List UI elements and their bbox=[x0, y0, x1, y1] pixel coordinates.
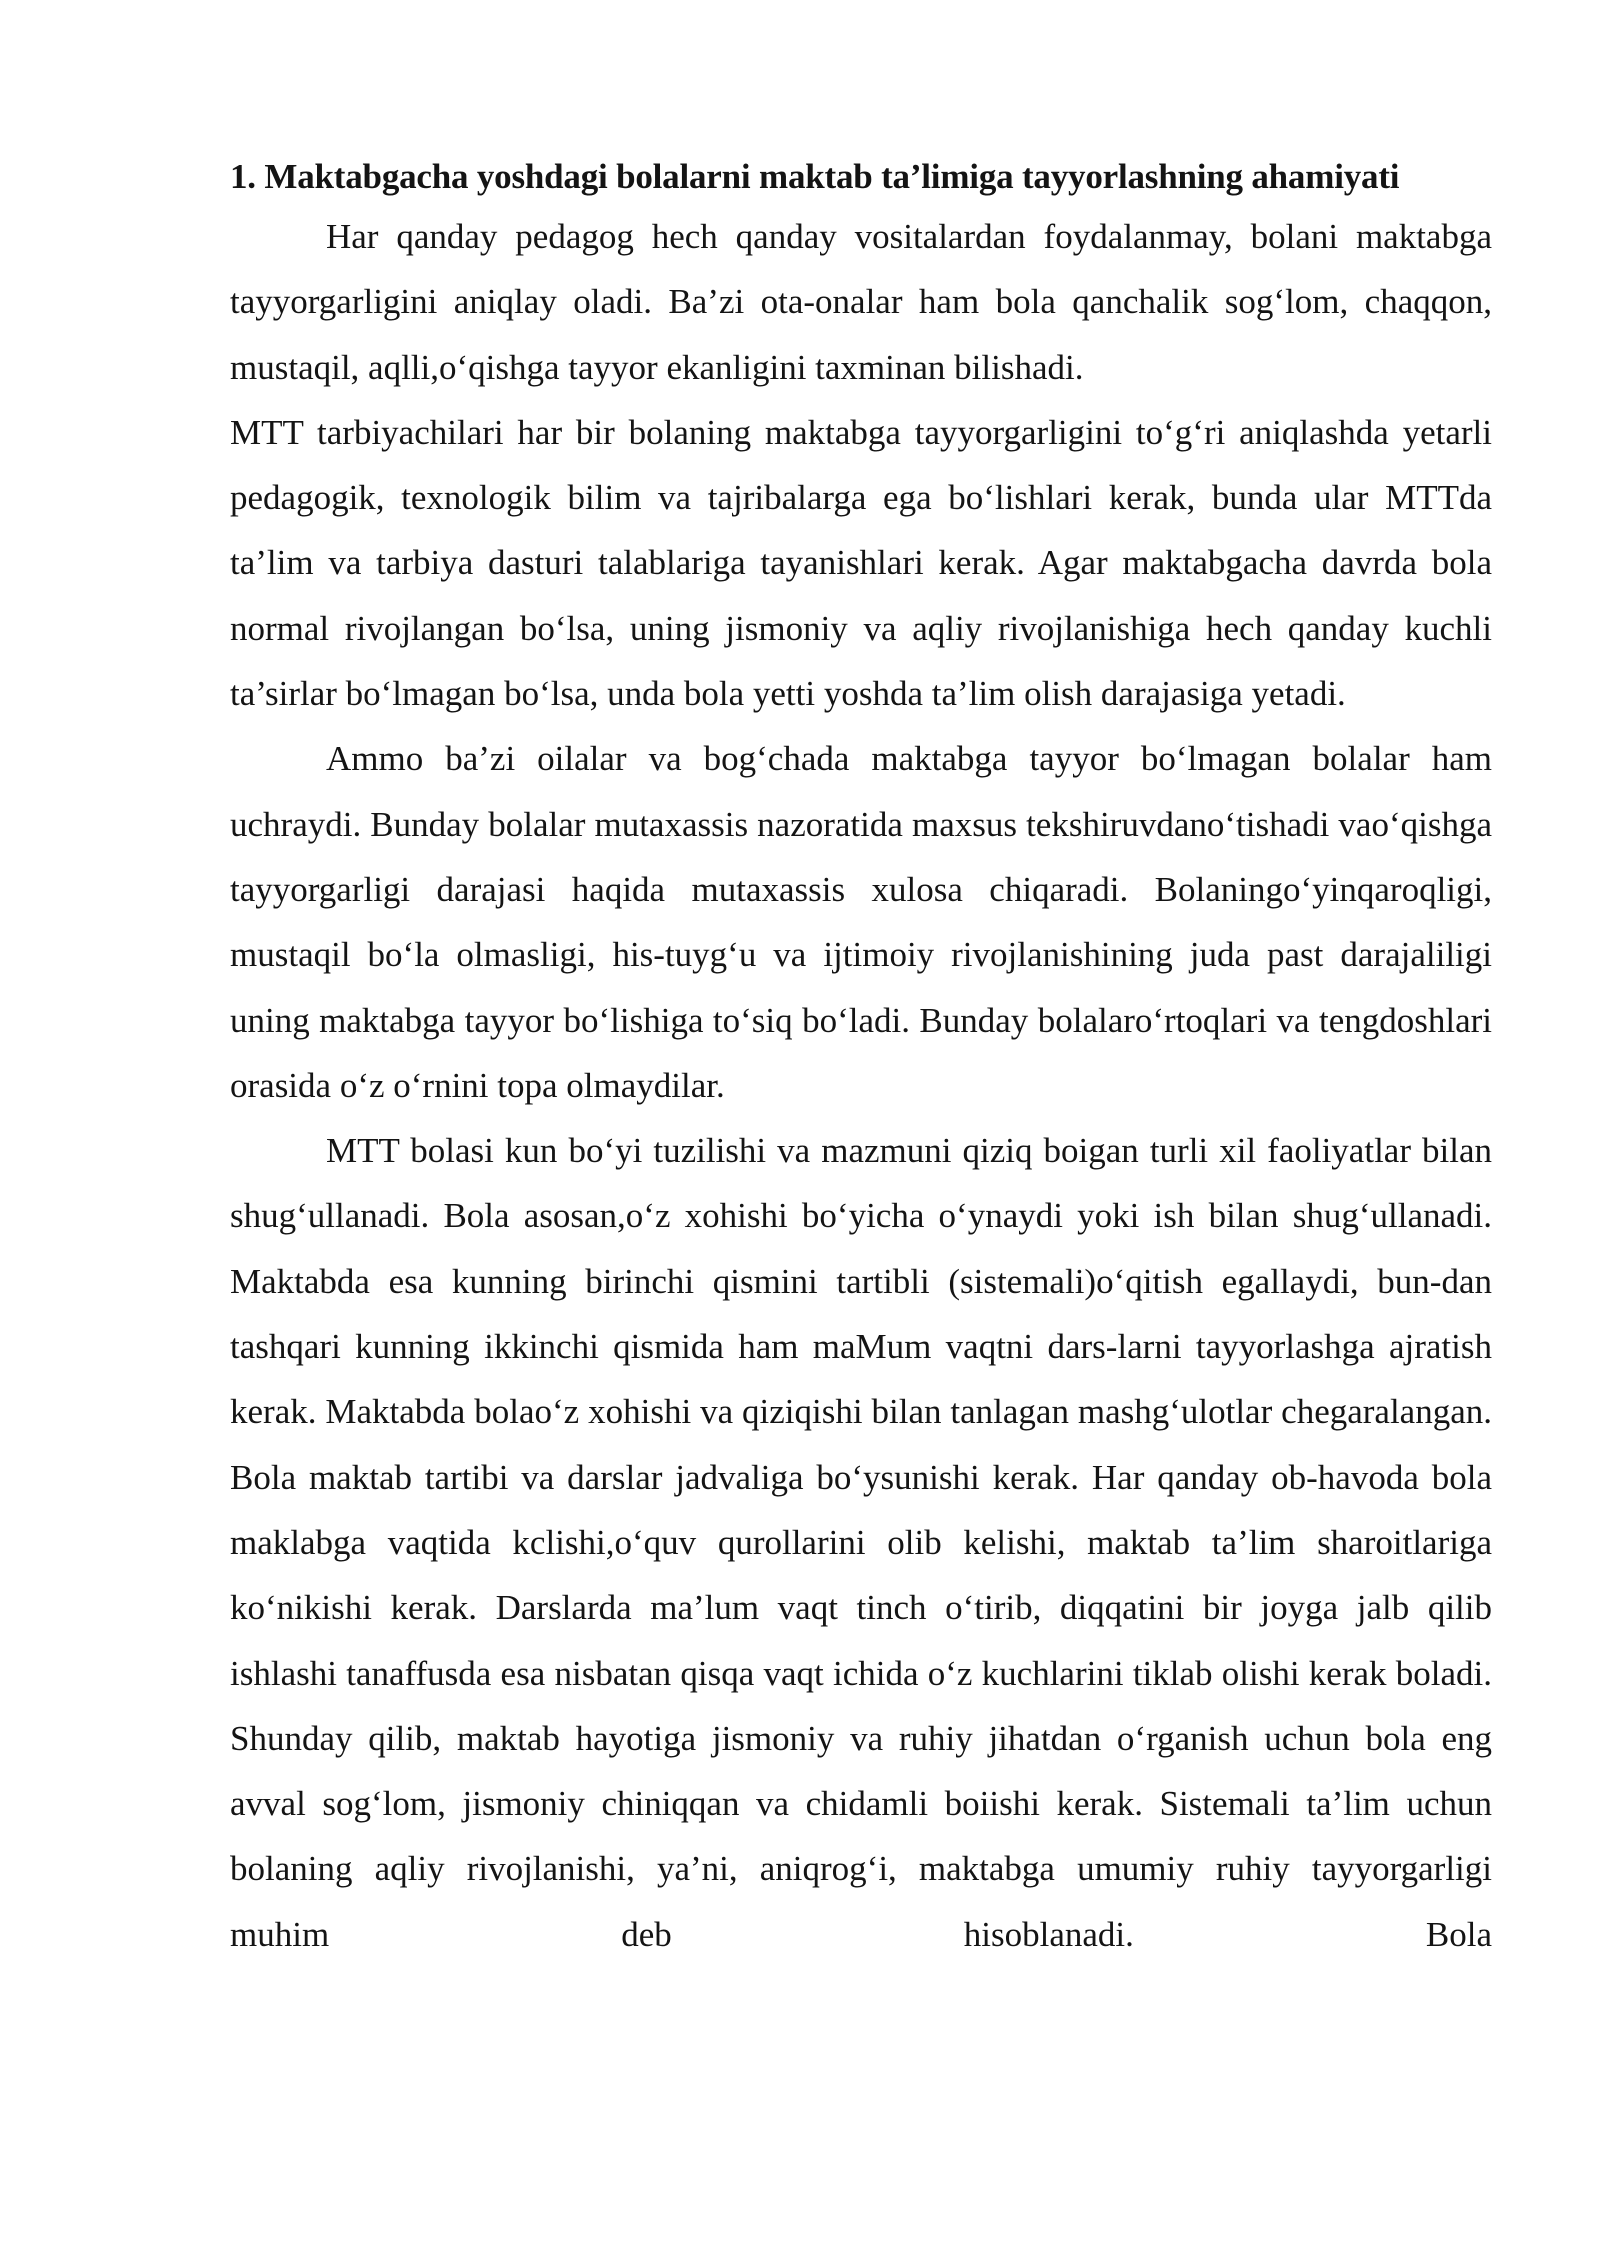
paragraph-3: Ammo ba’zi oilalar va bog‘chada maktabga tayyor bo‘lmagan bolalar ham uchraydi. Bunday bolalar mutaxassis nazoratida maxsus tekshiruvdano‘tishadi vao‘qishga tayyorgarligi darajasi haqida mutaxassis xulosa chiqaradi. Bolaningo‘yinqaroqligi, mustaqil bo‘la olmasligi, his-tuyg‘u va ijtimoiy rivojlanishining juda past darajaliligi uning maktabga tayyor bo‘lishiga to‘siq bo‘ladi. Bunday bolalaro‘rtoqlari va tengdoshlari orasida o‘z o‘rnini topa olmaydilar. bbox=[230, 739, 1492, 1105]
section-heading: 1. Maktabgacha yoshdagi bolalarni maktab ta’limiga tayyorlashning ahamiyati bbox=[230, 157, 1400, 196]
document-body bbox=[230, 150, 1492, 1967]
paragraph-4: MTT bolasi kun bo‘yi tuzilishi va mazmuni qiziq boigan turli xil faoliyatlar bilan shug‘ullanadi. Bola asosan,o‘z xohishi bo‘yicha o‘ynaydi yoki ish bilan shug‘ullanadi. Maktabda esa kunning birinchi qismini tartibli (sistemali)o‘qitish egallaydi, bun-dan tashqari kunning ikkinchi qismida ham maMum vaqtni dars-larni tayyorlashga ajratish kerak. Maktabda bolao‘z xohishi va qiziqishi bilan tanlagan mashg‘ulotlar chegaralangan. Bola maktab tartibi va darslar jadvaliga bo‘ysunishi kerak. Har qanday ob-havoda bola maklabga vaqtida kclishi,o‘quv qurollarini olib kelishi, maktab ta’lim sharoitlariga ko‘nikishi kerak. Darslarda ma’lum vaqt tinch o‘tirib, diqqatini bir joyga jalb qilib ishlashi tanaffusda esa nisbatan qisqa vaqt ichida o‘z kuchlarini tiklab olishi kerak boladi. Shunday qilib, maktab hayotiga jismoniy va ruhiy jihatdan o‘rganish uchun bola eng avval sog‘lom, jismoniy chiniqqan va chidamli boiishi kerak. Sistemali ta’lim uchun bolaning aqliy rivojlanishi, ya’ni, aniqrog‘i, maktabga umumiy ruhiy tayyorgarligi muhim deb hisoblanadi. Bola bbox=[230, 1131, 1492, 1954]
paragraph-1: Har qanday pedagog hech qanday vositalardan foydalanmay, bolani maktabga tayyorgarligini aniqlay oladi. Ba’zi ota-onalar ham bola qanchalik sog‘lom, chaqqon, mustaqil, aqlli,o‘qishga tayyor ekanligini taxminan bilishadi. bbox=[230, 217, 1492, 387]
paragraph-2: MTT tarbiyachilari har bir bolaning maktabga tayyorgarligini to‘g‘ri aniqlashda yetarli pedagogik, texnologik bilim va tajribalarga ega bo‘lishlari kerak, bunda ular MTTda ta’lim va tarbiya dasturi talablariga tayanishlari kerak. Agar maktabgacha davrda bola normal rivojlangan bo‘lsa, uning jismoniy va aqliy rivojlanishiga hech qanday kuchli ta’sirlar bo‘lmagan bo‘lsa, unda bola yetti yoshda ta’lim olish darajasiga yetadi. bbox=[230, 412, 1492, 714]
